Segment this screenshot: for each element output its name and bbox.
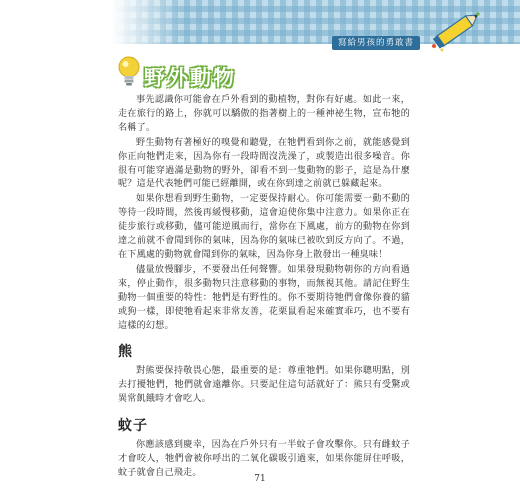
paragraph-mosquitoes: 你應該感到慶幸，因為在戶外只有一半蚊子會攻擊你。只有雌蚊子才會咬人，牠們會被你呼出的二氧化碳吸引過來，如果你能屏住呼吸，蚊子就會自己飛走。 [118, 440, 410, 478]
lightbulb-icon [114, 54, 144, 88]
paragraph-slow-down: 儘量放慢腳步，不要發出任何聲響。如果發現動物朝你的方向看過來，停止動作，很多動物只注意移動的事物，而無視其他。請記住野生動物一個重要的特性：牠們是有野性的。你不要期待牠們會像你養的貓或狗一樣，即使牠看起來非常友善，花栗鼠看起來確實乖巧，也不要有這樣的幻想。 [118, 264, 410, 331]
pencil-icon [426, 6, 486, 54]
header-banner-fade [112, 0, 182, 44]
subheading-bears: 熊 [118, 344, 133, 361]
article-body [118, 94, 410, 482]
paragraph-intro: 事先認識你可能會在戶外看到的動植物，對你有好處。如此一來，走在旅行的路上，你就可以驕傲的指著樹上的一種神祕生物，宣布牠的名稱了。 [118, 95, 410, 133]
paragraph-patience: 如果你想看到野生動物，一定要保持耐心。你可能需要一動不動的等待一段時間，然後再緩慢移動，這會迫使你集中注意力。如果你正在徒步旅行或移動，儘可能逆風而行，當你在下風處，前方的動物在你到達之前就不會聞到你的氣味，因為你的氣味已被吹到反方向了。不過，在下風處的動物就會聞到你的氣味，因為你身上散發出一種臭味！ [118, 194, 410, 260]
paragraph-bears: 對熊要保持敬畏心態，最重要的是：尊重牠們。如果你聰明點，別去打擾牠們，牠們就會遠離你。只要記住這句話就好了：熊只有受驚或異常飢餓時才會吃人。 [118, 366, 410, 405]
page-number: 71 [254, 474, 266, 484]
section-title: 野外動物 [144, 66, 236, 90]
series-label: 寫給男孩的勇敢書 [332, 36, 420, 50]
paragraph-senses: 野生動物有著極好的嗅覺和聽覺，在牠們看到你之前，就能感覺到你正向牠們走來，因為你有一段時間沒洗澡了，或製造出很多噪音。你很有可能穿過滿是動物的野外，卻看不到一隻動物的影子，這是為什麼呢？這是代表牠們可能已經離開，或在你到達之前就已躲藏起來。 [118, 137, 410, 190]
subheading-mosquitoes: 蚊子 [118, 418, 148, 435]
